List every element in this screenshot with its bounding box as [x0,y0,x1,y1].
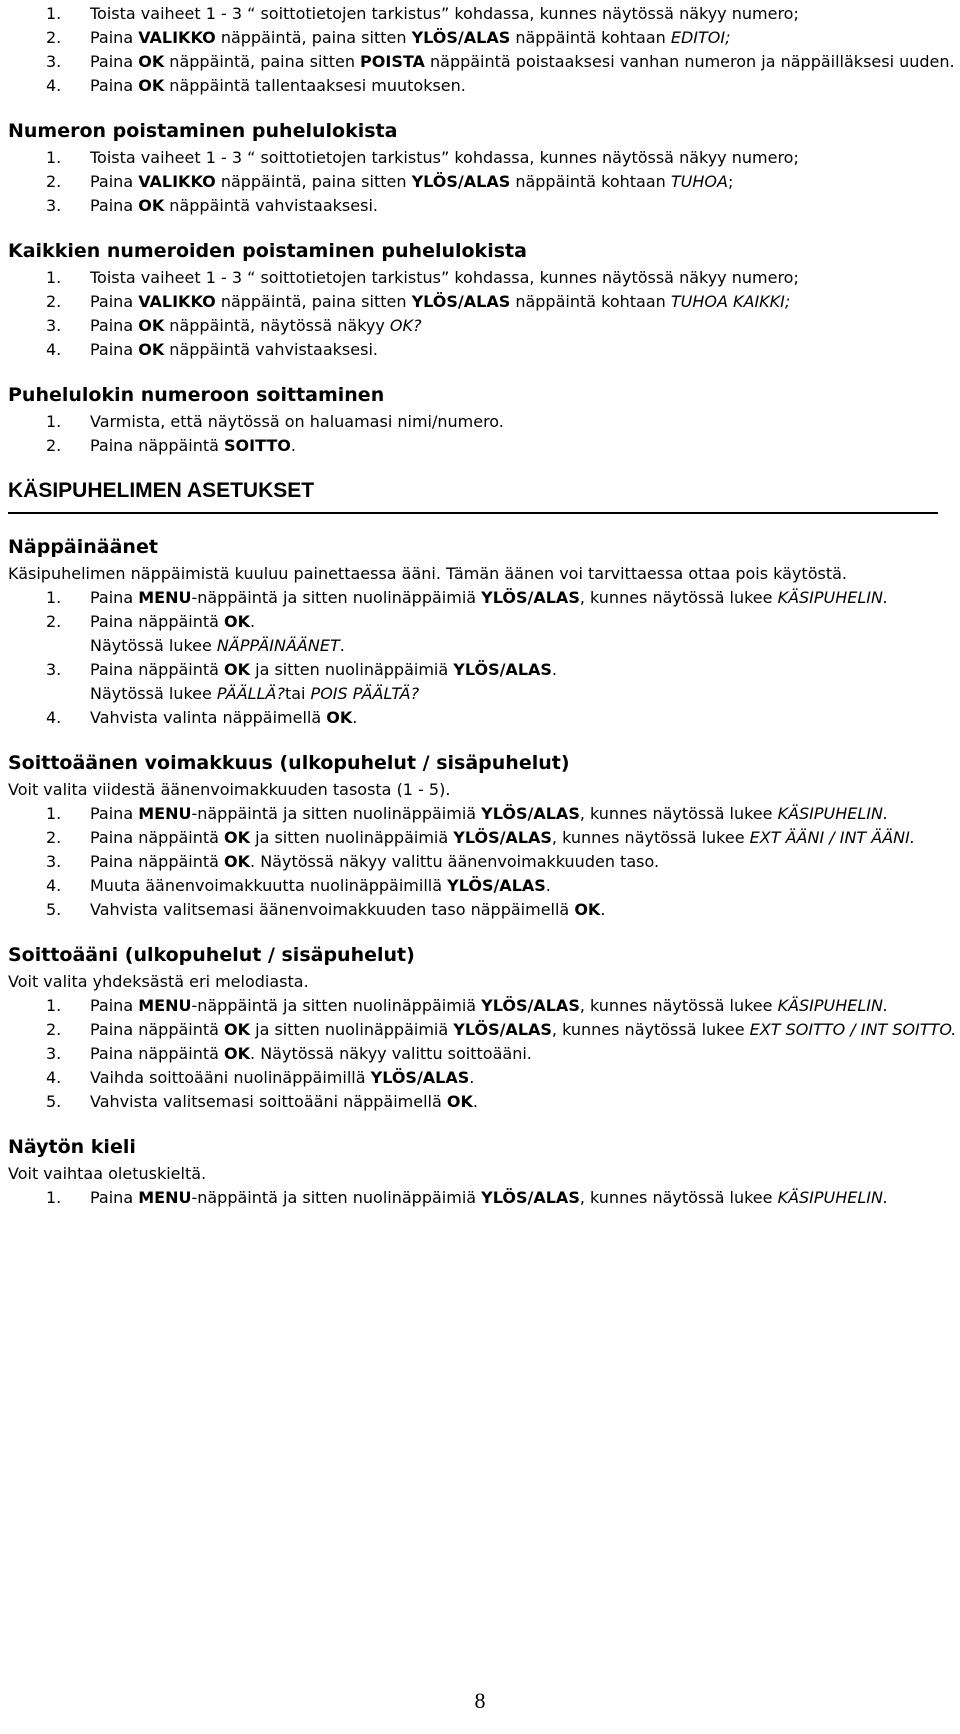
chapter-heading: KÄSIPUHELIMEN ASETUKSET [8,479,315,502]
step-text: . [290,436,296,455]
step-text: Paina [90,76,139,95]
key-name: OK [224,1044,251,1063]
step-item [8,994,958,1018]
step-number: 3. [46,52,62,71]
section [8,2,958,98]
step-number: 1. [46,268,62,287]
step-text: -näppäintä ja sitten nuolinäppäimiä [191,588,482,607]
section-heading: Soittoäänen voimakkuus (ulkopuhelut / sisäpuhelut) [8,752,570,774]
key-name: OK [326,708,353,727]
step-text: Varmista, että näytössä on haluamasi nimi/numero. [90,412,504,431]
step-text: . [469,1068,475,1087]
step-number: 5. [46,900,62,919]
section-heading: Soittoääni (ulkopuhelut / sisäpuhelut) [8,944,415,966]
key-name: SOITTO [224,436,291,455]
step-number: 4. [46,340,62,359]
step-item [8,850,958,874]
step-number: 1. [46,804,62,823]
section [8,476,958,514]
key-name: YLÖS/ALAS [481,1188,580,1207]
display-text: TUHOA KAIKKI; [670,292,791,311]
step-text: -näppäintä ja sitten nuolinäppäimiä [191,1188,482,1207]
key-name: MENU [138,996,192,1015]
section [8,380,958,458]
step-item [8,1018,958,1042]
step-text: Paina [90,292,139,311]
step-item [8,1042,958,1066]
step-item [8,314,958,338]
step-text: tai [284,684,311,703]
step-number: 2. [46,436,62,455]
step-text: näppäintä, paina sitten [215,28,412,47]
step-text: näppäintä vahvistaaksesi. [164,196,378,215]
step-text: Paina näppäintä [90,828,225,847]
key-name: YLÖS/ALAS [411,292,511,311]
step-number: 4. [46,876,62,895]
display-text: EDITOI; [670,28,731,47]
section [8,532,958,730]
display-text: KÄSIPUHELIN. [777,588,889,607]
step-text: ; [727,172,734,191]
key-name: YLÖS/ALAS [453,660,552,679]
step-text: Näytössä lukee [90,684,217,703]
display-text: NÄPPÄINÄÄNET [216,636,340,655]
key-name: YLÖS/ALAS [453,1020,552,1039]
step-item [8,26,958,50]
key-name: OK [138,316,165,335]
step-text: Toista vaiheet 1 - 3 “ soittotietojen tarkistus” kohdassa, kunnes näytössä näkyy numero; [90,148,799,167]
key-name: OK [224,612,251,631]
intro-paragraph: Voit vaihtaa oletuskieltä. [8,1164,207,1183]
display-text: KÄSIPUHELIN. [777,1188,889,1207]
key-name: OK [224,1020,251,1039]
step-text: , kunnes näytössä lukee [579,996,778,1015]
step-number: 1. [46,4,62,23]
step-number: 2. [46,1020,62,1039]
step-item [8,290,958,314]
step-text: . [352,708,358,727]
intro-paragraph: Voit valita yhdeksästä eri melodiasta. [8,972,309,991]
step-number: 3. [46,1044,62,1063]
step-number: 3. [46,660,62,679]
step-text: Vaihda soittoääni nuolinäppäimillä [90,1068,371,1087]
step-text: Paina [90,804,139,823]
step-item [8,826,958,850]
display-text: POIS PÄÄLTÄ? [310,684,420,703]
step-item [8,586,958,610]
step-text: Näytössä lukee [90,636,217,655]
display-text: KÄSIPUHELIN. [777,996,889,1015]
step-text: , kunnes näytössä lukee [579,588,778,607]
display-text: OK? [389,316,422,335]
step-item [8,338,958,362]
step-text: Paina näppäintä [90,660,225,679]
step-item [8,802,958,826]
step-text: , kunnes näytössä lukee [551,1020,750,1039]
step-text: näppäintä kohtaan [510,172,671,191]
step-item [8,410,958,434]
step-text: -näppäintä ja sitten nuolinäppäimiä [191,996,482,1015]
key-name: YLÖS/ALAS [481,804,580,823]
step-text: Paina [90,340,139,359]
step-text: Vahvista valitsemasi soittoääni näppäimellä [90,1092,447,1111]
section-heading: Puhelulokin numeroon soittaminen [8,384,385,406]
section-heading: Kaikkien numeroiden poistaminen puhelulokista [8,240,527,262]
step-text: , kunnes näytössä lukee [579,804,778,823]
step-text: Paina näppäintä [90,1044,225,1063]
step-item [8,170,958,194]
section [8,748,958,922]
step-text: . Näytössä näkyy valittu soittoääni. [250,1044,532,1063]
section-heading: Näppäinäänet [8,536,158,558]
step-text: , kunnes näytössä lukee [551,828,750,847]
key-name: OK [574,900,601,919]
step-text: näppäintä tallentaaksesi muutoksen. [164,76,466,95]
step-text: Vahvista valinta näppäimellä [90,708,327,727]
display-text: KÄSIPUHELIN. [777,804,889,823]
section-heading: Näytön kieli [8,1136,136,1158]
key-name: YLÖS/ALAS [481,588,580,607]
heading-underline [8,512,938,514]
step-text: näppäintä kohtaan [510,292,671,311]
key-name: YLÖS/ALAS [370,1068,470,1087]
step-text: näppäintä, paina sitten [164,52,361,71]
step-text: Paina näppäintä [90,612,225,631]
step-number: 1. [46,412,62,431]
key-name: OK [138,196,165,215]
key-name: OK [138,76,165,95]
section [8,940,958,1114]
display-text: EXT SOITTO / INT SOITTO. [749,1020,957,1039]
document-body [8,2,958,1210]
step-item [8,1066,958,1090]
step-number: 3. [46,852,62,871]
step-text: Paina näppäintä [90,436,225,455]
step-text: ja sitten nuolinäppäimiä [250,660,454,679]
step-item [8,658,958,706]
key-name: OK [224,852,251,871]
key-name: OK [224,828,251,847]
key-name: YLÖS/ALAS [481,996,580,1015]
display-text: EXT ÄÄNI / INT ÄÄNI. [749,828,915,847]
key-name: POISTA [360,52,425,71]
key-name: VALIKKO [138,28,216,47]
step-text: Paina [90,196,139,215]
key-name: OK [138,52,165,71]
step-item [8,610,958,658]
section-heading: Numeron poistaminen puhelulokista [8,120,398,142]
key-name: VALIKKO [138,292,216,311]
step-text: näppäintä kohtaan [510,28,671,47]
step-text: Paina näppäintä [90,852,225,871]
step-text: näppäintä vahvistaaksesi. [164,340,378,359]
step-text: näppäintä, paina sitten [215,172,412,191]
step-item [8,1186,958,1210]
step-number: 4. [46,1068,62,1087]
step-number: 2. [46,172,62,191]
step-text: Toista vaiheet 1 - 3 “ soittotietojen tarkistus” kohdassa, kunnes näytössä näkyy numero; [90,268,799,287]
step-number: 3. [46,196,62,215]
key-name: YLÖS/ALAS [411,28,511,47]
step-text: -näppäintä ja sitten nuolinäppäimiä [191,804,482,823]
step-text: näppäintä poistaaksesi vanhan numeron ja näppäilläksesi uuden. [424,52,955,71]
step-number: 1. [46,996,62,1015]
step-item [8,874,958,898]
step-text: Paina [90,996,139,1015]
step-number: 1. [46,148,62,167]
step-text: Paina [90,28,139,47]
step-text: Toista vaiheet 1 - 3 “ soittotietojen tarkistus” kohdassa, kunnes näytössä näkyy numero; [90,4,799,23]
step-text: Paina [90,172,139,191]
step-text: . Näytössä näkyy valittu äänenvoimakkuuden taso. [250,852,660,871]
key-name: YLÖS/ALAS [447,876,546,895]
step-item [8,2,958,26]
step-text: . [551,660,558,679]
key-name: MENU [138,1188,192,1207]
step-text: ja sitten nuolinäppäimiä [250,1020,454,1039]
step-text: , kunnes näytössä lukee [579,1188,778,1207]
step-item [8,706,958,730]
step-text: Paina [90,1188,139,1207]
step-text: . [472,1092,478,1111]
step-text: . [600,900,606,919]
step-number: 2. [46,612,62,631]
key-name: OK [138,340,165,359]
step-text: ja sitten nuolinäppäimiä [250,828,454,847]
page-number: 8 [474,1688,486,1713]
step-item [8,50,958,74]
step-item [8,74,958,98]
step-number: 2. [46,292,62,311]
key-name: MENU [138,588,192,607]
step-number: 2. [46,28,62,47]
step-text: näppäintä, paina sitten [215,292,412,311]
display-text: PÄÄLLÄ? [216,684,285,703]
step-text: . [339,636,345,655]
step-text: Vahvista valitsemasi äänenvoimakkuuden taso näppäimellä [90,900,575,919]
step-item [8,146,958,170]
section [8,1132,958,1210]
step-item [8,898,958,922]
step-text: Muuta äänenvoimakkuutta nuolinäppäimillä [90,876,448,895]
step-number: 1. [46,588,62,607]
key-name: YLÖS/ALAS [411,172,511,191]
display-text: TUHOA [670,172,728,191]
step-text: Paina näppäintä [90,1020,225,1039]
step-number: 4. [46,76,62,95]
key-name: OK [224,660,251,679]
key-name: YLÖS/ALAS [453,828,552,847]
step-item [8,434,958,458]
step-text: . [250,612,256,631]
section [8,236,958,362]
step-text: Paina [90,588,139,607]
step-text: Paina [90,52,139,71]
step-text: Paina [90,316,139,335]
intro-paragraph: Voit valita viidestä äänenvoimakkuuden tasosta (1 - 5). [8,780,451,799]
step-number: 5. [46,1092,62,1111]
step-number: 2. [46,828,62,847]
step-number: 3. [46,316,62,335]
key-name: OK [446,1092,473,1111]
step-item [8,194,958,218]
step-item [8,266,958,290]
intro-paragraph: Käsipuhelimen näppäimistä kuuluu painettaessa ääni. Tämän äänen voi tarvittaessa ottaa pois käytöstä. [8,564,847,583]
step-number: 4. [46,708,62,727]
step-number: 1. [46,1188,62,1207]
step-item [8,1090,958,1114]
key-name: VALIKKO [138,172,216,191]
section [8,116,958,218]
step-text: . [545,876,551,895]
step-text: näppäintä, näytössä näkyy [164,316,390,335]
key-name: MENU [138,804,192,823]
